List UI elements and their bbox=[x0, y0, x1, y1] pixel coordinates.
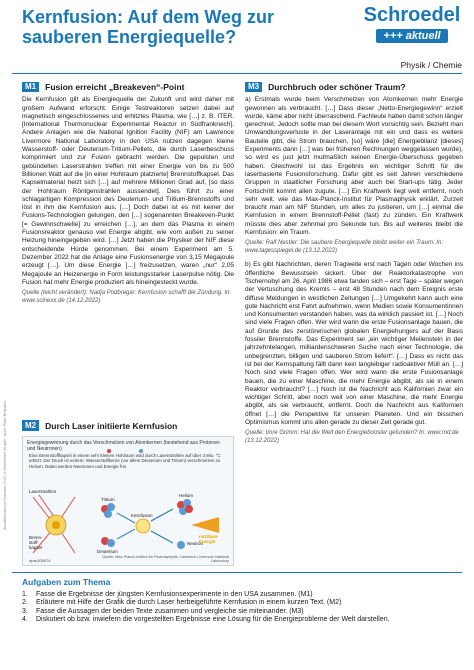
task-text: Fasse die Ergebnisse der jüngsten Kernfusionsexperimente in den USA zusammen. (M1) bbox=[36, 590, 313, 598]
label-fusion: Kernfusion bbox=[131, 513, 153, 518]
task-text: Erläutere mit Hilfe der Grafik die durch Laser herbeigeführte Kernfusion in einem kurzen Text. (M2) bbox=[36, 599, 342, 607]
m1-header bbox=[22, 82, 234, 92]
m3-text-a: a) Erstmals wurde beim Verschmelzen von Atomkernen mehr Energie gewonnen als verbraucht. […] Dass dieser „Netto-Energiegewinn“ erzielt wurde, käme aber nicht überraschend. Fachleute haben damit schon länger gerechnet. Jedoch sollte man bei diesem Wort vorsichtig sein. Bezieht man Umwandlungsverluste in der Laseranlage mit ein und dass es weitere Bauteile gibt, die Strom brauchen, [so] wäre [die] Energiebilanz [dieses] Experiments dann […] was bei früheren Rechnungen weggelassen wurde), so wird es just jetzt mutmaßlich keinen Energie-Überschuss gegeben haben. Gleichwohl ist das Ergebnis ein wichtiger Schritt für die laserbasierte Fusionsforschung. Dafür gibt es seit Jahren verschiedene Gruppen in staatlicher Forschung aber auch bei Start-ups tätig. Jeder Fortschritt kommt allen zugute. […] Ein Kraftwerk liegt weit entfernt, noch sehr weit, wie das Max-Planck-Institut für Plasmaphysik erklärt. Zurzeit braucht man am NIF Stunden, um alles zu justieren, um […] einmal die Kernfusion in einem Brennstoff-Pellet (fast) zu zünden. Ein Kraftwerk müsste dies aber zehnmal pro Sekunde tun. Bis auf weiteres bleibt die Kernfusion: ein Traum. bbox=[245, 96, 463, 237]
m3-title: Durchbruch oder schöner Traum? bbox=[268, 82, 406, 92]
fusion-burst bbox=[136, 519, 150, 533]
task-item bbox=[22, 616, 462, 625]
label-neutron: Neutron bbox=[187, 541, 204, 546]
m2-badge: M2 bbox=[22, 420, 39, 431]
m1-badge: M1 bbox=[22, 82, 39, 92]
m3-source-a: Quelle: Ralf Nestler: Die saubere Energiequelle bleibt weiter ein Traum. In: www.tagesspiegel.de (13.12.2022) bbox=[245, 240, 443, 254]
deuterium-nucleus bbox=[101, 537, 115, 547]
task-item bbox=[22, 608, 462, 617]
m3-header bbox=[245, 82, 463, 92]
energy-arrow bbox=[191, 517, 219, 533]
page-title: Kernfusion: Auf dem Weg zur sauberen Energiequelle? bbox=[22, 7, 274, 47]
m1-title: Fusion erreicht „Breakeven“-Point bbox=[45, 82, 185, 92]
label-energy: nutzbare Energie bbox=[199, 534, 218, 544]
label-laser: Laserstrahlen bbox=[29, 489, 57, 494]
neutron-particle bbox=[177, 541, 185, 549]
m1-source: Quelle (leicht verändert): Nadja Podbregar: Kernfusion schafft die Zündung. In: www.scinexx.de (14.12.2022) bbox=[22, 290, 232, 304]
tasks-title: Aufgaben zum Thema bbox=[22, 577, 111, 587]
m1-text: Die Kernfusion gilt als Energiequelle der Zukunft und wird daher mit großem Aufwand erforscht. Einige Testreaktoren setzen dabei auf magnetisch eingeschlossenes und erhitztes Plasma, wie […] z. B. ITER. [International Thermonuclear Experimental Reactor in Südfrankreich]. Andere Anlagen wie die National Ignition Facility (NIF) am Lawrence Livermore National Laboratory in den USA nutzen dagegen kleine Wasserstoff- oder Deuterium-Tritium-Pellets, die durch Laserbeschuss komprimiert und zur Fusion gebracht werden. Die gepulsten und gebündelten Laserstrahlen treffen mit einer Energie von bis zu 500 Billionen Watt auf die [in einer Hohlraum platzierte] Brennstoffkapsel. Das Kapselmaterial heizt sich […] auf mehrere Millionen Grad auf, [so dass der Hohlraum Röntgenstrahlen aussendet]. Dies führt zu einer schlagartigen Kompression des Deuterium- und Tritium-Brennstoffs und löst in ihm die Kernfusion aus. […] Doch dabei ist es mit keiner der Fusions-Technologien gelungen, den […] sogenannten Breakeven-Punkt [= Gewinnschwelle] zu erreichen […], an dem das Plasma in einem Fusionsreaktor genauso viel Energie abgibt, wie vom außen zu seiner Heizung hineingegeben wird. […] Jetzt haben die Physiker der NIF diese entscheidende Hürde genommen: Bei einem Experiment am 5. Dezember 2022 hat die Anlage eine Fusionsenergie von 3,15 Megajoule erzeugt […]. Um diese Energie […] freizusetzen, waren „nur“ 2,05 Megajoule an Heizenergie in Form leistungsstarker Laserpulse nötig. Die Fusion hat mehr Energie produziert als hineingesteckt wurde. bbox=[22, 96, 234, 286]
section-m1 bbox=[22, 82, 234, 305]
subject-label: Physik / Chemie bbox=[400, 60, 462, 70]
section-m3 bbox=[245, 82, 463, 445]
fusion-diagram bbox=[22, 436, 234, 566]
task-text: Fasse die Aussagen der beiden Texte zusammen und vergleiche sie miteinander. (M3) bbox=[36, 607, 304, 615]
diagram-subtitle: Energiegewinnung durch das Verschmelzen von Atomkernen (bestehend aus Protonen und Neutronen) bbox=[27, 440, 220, 452]
diagram-credit-right: Quelle: Max-Planck-Institut für Plasmaphysik, Lawrence Livermore National Laboratory bbox=[102, 555, 229, 563]
side-caption bbox=[3, 300, 11, 530]
brand-logo bbox=[363, 4, 461, 44]
m3-badge: M3 bbox=[245, 82, 262, 92]
label-capsule: Brenn-stoff-kapsel bbox=[29, 535, 43, 550]
helium-nucleus bbox=[177, 499, 193, 515]
label-helium: Helium bbox=[179, 493, 194, 498]
task-item bbox=[22, 599, 462, 608]
m3-text-b: b) Es gibt Nachrichten, deren Tragweite erst nach Tagen oder Wochen ins öffentliche Bewusstsein sickert. Über der Reaktorkatastrophe von Tschernobyl am 26. April 1986 etwa fanden sich – erst Tage – später wegen der Vertuschung des Kremls – erst 48 Stunden nach dem Ereignis erste diffuse Meldungen in westlichen Zeitungen […] Umgekehrt kann auch eine gute Nachricht erst Fahrt aufnehmen, wenn Medien sowie Konsumentinnen und Konsumenten verstanden haben, was da wirklich passiert ist. […] Noch sind viele Fragen offen. Wer wird wann die erste Fusionsanlage bauen, die auf Grunde des zerstörerischen globalen Energiehungers auf der Basis fossiler Brennstoffe. Das Experiment sei „ein wichtiger Meilenstein in der jahrzehntelangen, milliardenschweren Suche nach einer Technologie, die unbegrenzten, billigen und sauberen Strom liefert“. […] Dass es nicht das ist bei der Kernspaltung fällt dann kein langlebiger radioaktiver Müll an. […] Noch sind viele Fragen offen. Wer wird wann die erste Fusionsanlage bauen, die zu einer Maschine, die mehr Energie abgibt, als sie in einem Reaktor verbraucht? […] Noch ist die Nachricht aus Kalifornien zwar ein wichtiger Schritt, aber noch weit von einer Maschine, die mehr Energie abgibt, als sie verbraucht, entfernt. Doch die Nachricht aus Kalifornien öffnet […] die Perspektive für unseren Planeten. Und ein bisschen Optimismus kommt uns allen gerade zu dieser Zeit gerade gut. bbox=[245, 261, 463, 426]
header-divider bbox=[12, 73, 462, 74]
task-number: 1. bbox=[22, 590, 28, 598]
diagram-info: Eine Brennstoffkapsel in einem sehr kleinen Hohlraum wird durch Laserstrahlen auf über 3 Mio. °C erhitzt. Der Druck ist extrem: Wasserstoffkerne (vor allem Deuterium und Tritium) verschmelzen zu Helium. Dabei werden Neutronen und Energie frei. bbox=[29, 453, 221, 469]
diagram-credit: dpa•105074 bbox=[29, 558, 51, 563]
tasks-section bbox=[22, 578, 462, 625]
m2-header bbox=[22, 420, 234, 431]
brand-name: Schroedel bbox=[363, 4, 461, 26]
task-number: 3. bbox=[22, 607, 28, 615]
task-text: Diskutiert ob bzw. inwiefern die vorgestellten Ergebnisse eine Lösung für die Energieprobleme der Welt darstellen. bbox=[36, 616, 390, 624]
side-caption-text: Aktualitätenservice Dezember 2022 | © Westermann Gruppe · Autor: Ralph Bergmann bbox=[3, 400, 7, 530]
task-number: 2. bbox=[22, 599, 28, 607]
label-deuterium: Deuterium bbox=[97, 549, 118, 554]
brand-sub: +++ aktuell bbox=[376, 29, 447, 43]
m3-source-b: Quelle: Imre Grimm: Hat die Welt den Energiebooster gefunden? In: www.rnd.de (13.12.2022) bbox=[245, 430, 459, 444]
m2-title: Durch Laser initiierte Kernfusion bbox=[45, 420, 178, 431]
label-tritium: Tritium bbox=[101, 497, 115, 502]
task-item bbox=[22, 591, 462, 600]
task-number: 4. bbox=[22, 616, 28, 624]
tasks-divider bbox=[12, 572, 462, 573]
tritium-nucleus bbox=[101, 503, 115, 518]
